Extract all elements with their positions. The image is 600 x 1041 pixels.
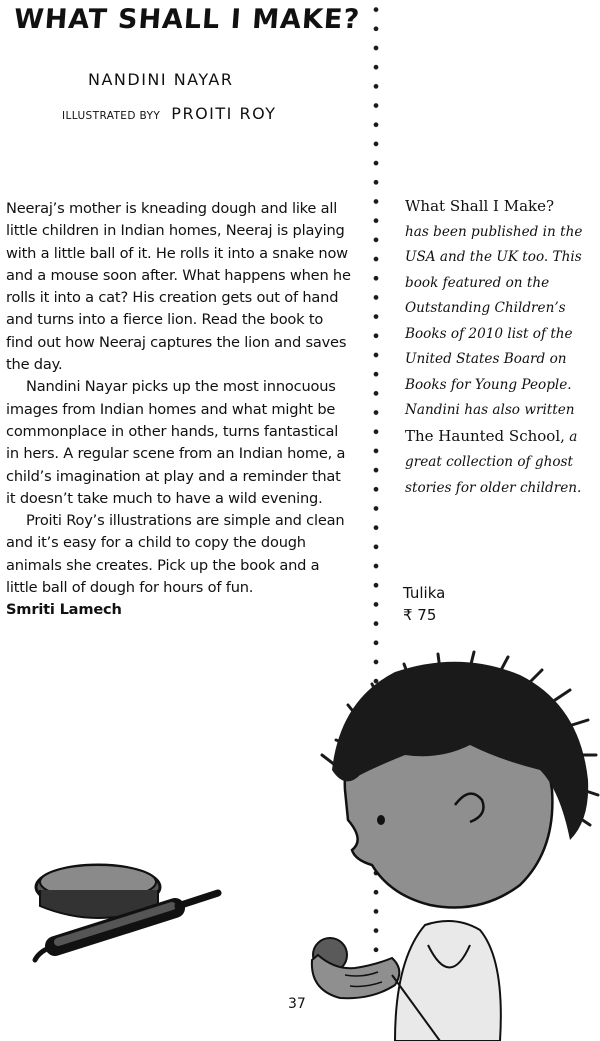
illustrator-name: PROITI ROY (171, 104, 277, 123)
child-illustration (312, 652, 598, 1041)
illustration (0, 650, 600, 1041)
review-paragraph-1: Neeraj’s mother is kneading dough and like all little children in Indian homes, Neeraj is playing with a little ball of it. He rolls it into a snake now and a mouse soon after. What happens when he rolls it into a cat? His creation gets out of hand and turns into a fierce lion. Read the book to find out how Neeraj captures the lion and saves the day. (6, 200, 351, 374)
book-price: ₹ 75 (403, 606, 437, 624)
illustrator-credit (62, 104, 277, 123)
reviewer-name: Smriti Lamech (6, 601, 122, 619)
author-name: NANDINI NAYAR (88, 70, 234, 89)
publisher-info (403, 582, 445, 626)
book-title: WHAT SHALL I MAKE? (12, 4, 362, 35)
page-number: 37 (288, 996, 306, 1012)
sidebar-book-title: What Shall I Make? (405, 197, 555, 215)
sidebar-text-part1: has been published in the USA and the UK too. This book featured on the Outstanding Children’s Books of 2010 list of the United States Board on Books for Young People. Nandini has also written (405, 223, 583, 418)
publisher-name: Tulika (403, 584, 446, 602)
rolling-pin-icon (35, 865, 218, 960)
review-paragraph-3: Proiti Roy’s illustrations are simple and clean and it’s easy for a child to copy the dough animals she creates. Pick up the book and a little ball of dough for hours of fun. (6, 512, 345, 597)
review-paragraph-2: Nandini Nayar picks up the most innocuous images from Indian homes and what might be commonplace in other hands, turns fantastical in hers. A regular scene from an Indian home, a child’s imagination at play and a reminder that it doesn’t take much to have a wild evening. (6, 378, 346, 507)
sidebar-other-title: The Haunted School, (405, 426, 565, 445)
illustrated-by-label: ILLUSTRATED BYY (62, 110, 161, 122)
review-text (6, 198, 352, 622)
sidebar-note (405, 194, 595, 501)
sidebar-text (405, 220, 595, 502)
sidebar-text-part2: a great collection of ghost stories for older children. (405, 428, 582, 496)
